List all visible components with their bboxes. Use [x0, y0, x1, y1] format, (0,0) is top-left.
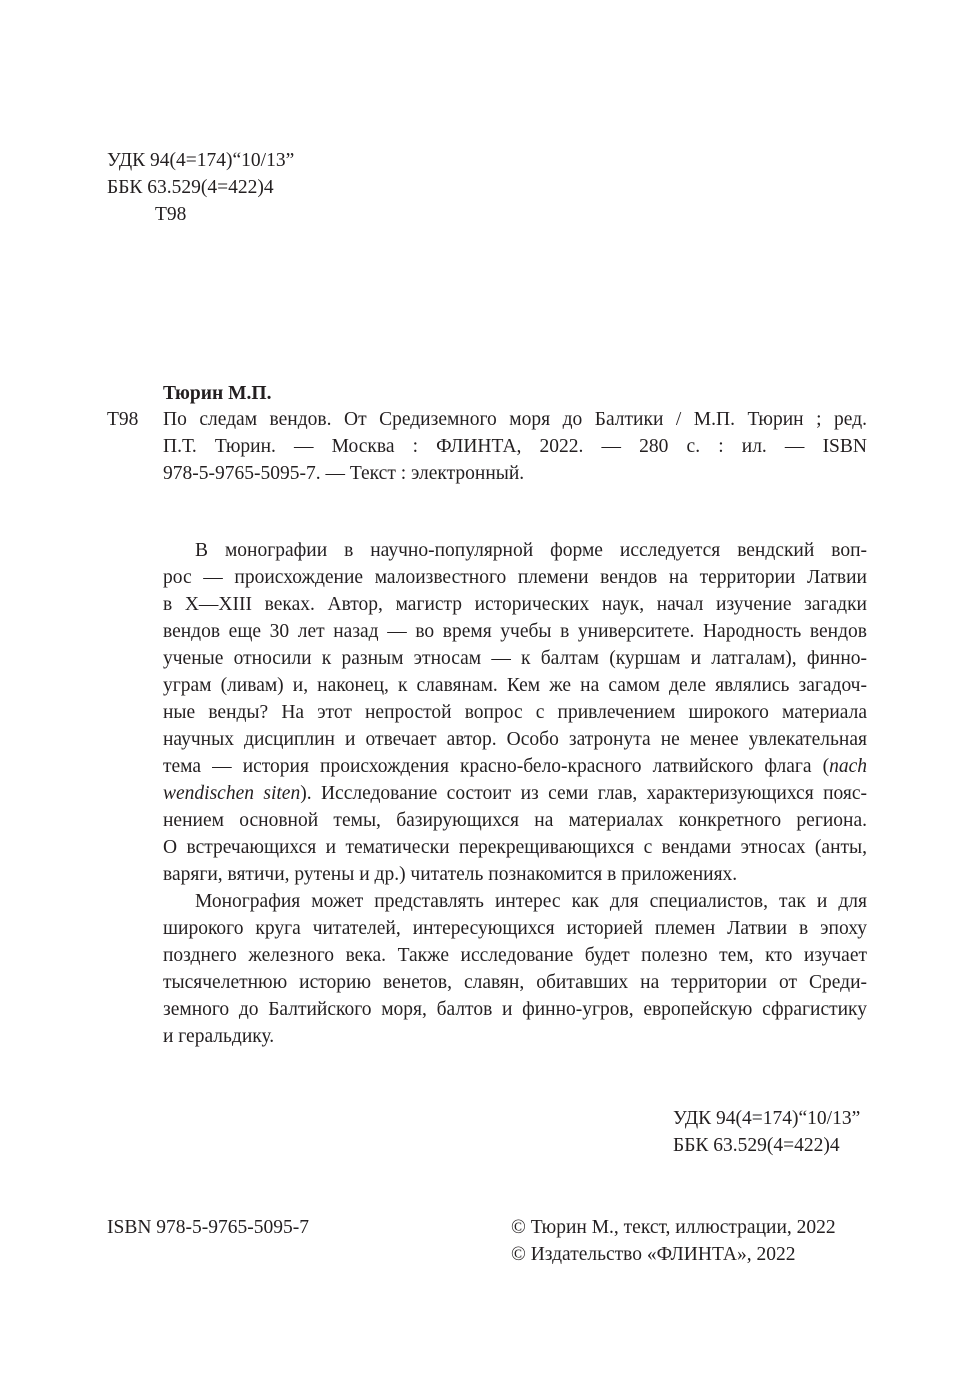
- copyright-publisher: © Издательство «ФЛИНТА», 2022: [511, 1244, 796, 1265]
- abstract-line: нением основной темы, базирующихся на материалах конкретного региона.: [163, 810, 867, 831]
- udk-code: УДК 94(4=174)“10/13”: [673, 1108, 861, 1129]
- abstract-line: вендов еще 30 лет назад — во время учебы в университете. Народность вендов: [163, 621, 867, 642]
- description-line: 978-5-9765-5095-7. — Текст : электронный.: [163, 463, 525, 484]
- abstract-line: В монографии в научно-популярной форме исследуется вендский воп-: [195, 540, 867, 561]
- author-mark: Т98: [155, 204, 187, 225]
- abstract-line: ные венды? На этот непростой вопрос с привлечением широкого материала: [163, 702, 867, 723]
- abstract-line: уграм (ливам) и, наконец, к славянам. Кем же на самом деле являлись загадоч-: [163, 675, 867, 696]
- bbk-code: ББК 63.529(4=422)4: [673, 1135, 840, 1156]
- abstract-line: широкого круга читателей, интересующихся историей племен Латвии в эпоху: [163, 918, 867, 939]
- top-classification-codes: [107, 147, 294, 228]
- catalog-author-mark: Т98: [107, 409, 139, 430]
- abstract-line: Монография может представлять интерес как для специалистов, так и для: [195, 891, 867, 912]
- bibliographic-description: [163, 406, 867, 487]
- abstract-line: в Х—XIII веках. Автор, магистр исторических наук, начал изучение загадки: [163, 594, 867, 615]
- copyright-author: © Тюрин М., текст, иллюстрации, 2022: [511, 1217, 836, 1238]
- abstract-line: [163, 753, 867, 780]
- abstract-italic-text: nach: [829, 756, 867, 777]
- abstract-line: ученые относили к разным этносам — к балтам (куршам и латгалам), финно-: [163, 648, 867, 669]
- bottom-classification-codes: [673, 1105, 860, 1159]
- abstract-line: позднего железного века. Также исследование будет полезно тем, кто изучает: [163, 945, 867, 966]
- udk-code: УДК 94(4=174)“10/13”: [107, 150, 295, 171]
- abstract-line: варяги, вятичи, рутены и др.) читатель познакомится в приложениях.: [163, 864, 738, 885]
- abstract-line: и геральдику.: [163, 1026, 275, 1047]
- abstract-line: тысячелетнюю историю венетов, славян, обитавших на территории от Среди-: [163, 972, 867, 993]
- abstract-line: [163, 780, 867, 807]
- isbn: ISBN 978-5-9765-5095-7: [107, 1217, 310, 1238]
- abstract-line: земного до Балтийского моря, балтов и финно-угров, европейскую сфрагистику: [163, 999, 867, 1020]
- author-name: Тюрин М.П.: [163, 383, 272, 404]
- abstract-italic-text: wendischen siten: [163, 783, 301, 804]
- abstract-line: О встречающихся и тематически перекрещивающихся с вендами этносах (анты,: [163, 837, 867, 858]
- description-line: По следам вендов. От Средиземного моря до Балтики / М.П. Тюрин ; ред.: [163, 409, 867, 430]
- abstract-text: тема — история происхождения красно-бело-красного латвийского флага (: [163, 756, 830, 777]
- bbk-code: ББК 63.529(4=422)4: [107, 177, 274, 198]
- copyright-block: [511, 1214, 836, 1268]
- description-line: П.Т. Тюрин. — Москва : ФЛИНТА, 2022. — 280 с. : ил. — ISBN: [163, 436, 867, 457]
- abstract-line: научных дисциплин и отвечает автор. Особо затронута не менее увлекательная: [163, 729, 867, 750]
- abstract-line: рос — происхождение малоизвестного племени вендов на территории Латвии: [163, 567, 867, 588]
- abstract-text: ). Исследование состоит из семи глав, характеризующихся пояс-: [300, 783, 867, 804]
- abstract: [163, 537, 867, 1050]
